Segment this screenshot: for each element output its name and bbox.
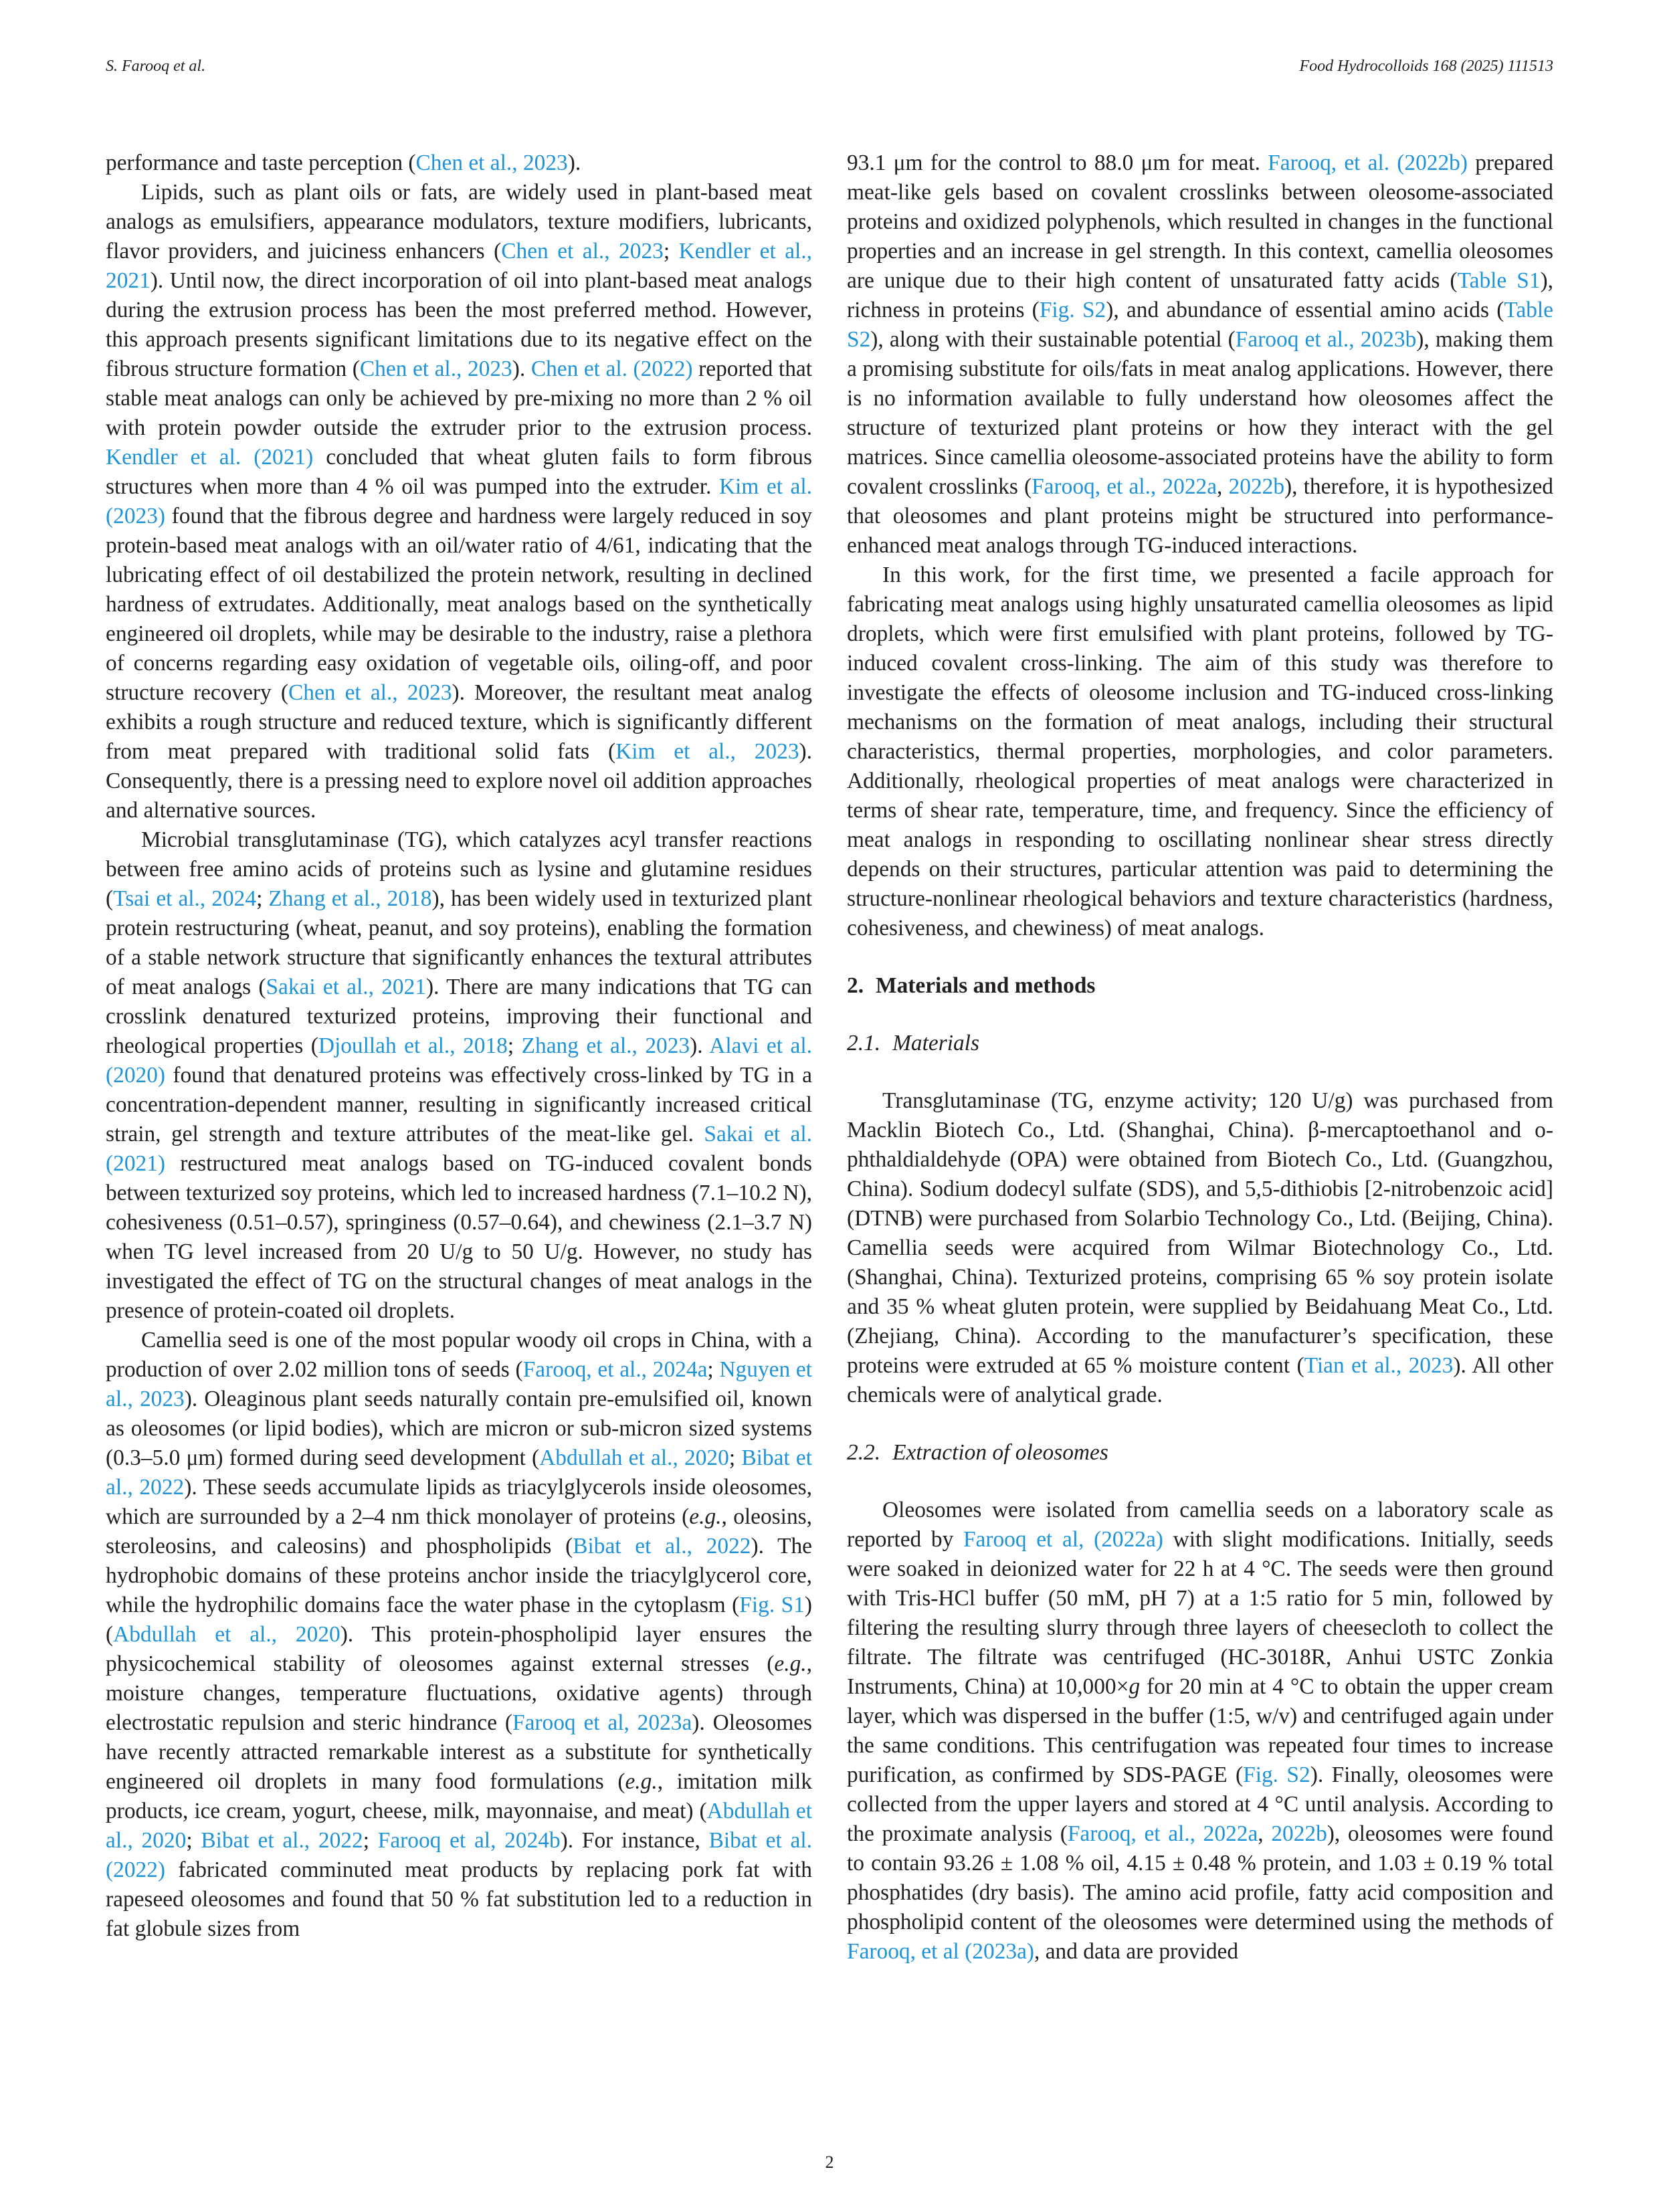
paragraph-extraction xyxy=(847,1496,1553,1967)
citation-link[interactable]: Nguyen et al., 2023 xyxy=(106,1357,813,1411)
text: , oleosins, steroleosins, and caleosins) and phospholipids ( xyxy=(106,1504,812,1559)
text: Microbial transglutaminase (TG), which catalyzes acyl transfer reactions between free amino acids of proteins such as lysine and glutamine residues ( xyxy=(106,827,812,911)
text: found that the fibrous degree and hardness were largely reduced in soy protein-based meat analogs with an oil/water ratio of 4/61, indicating that the lubricating effect of oil destabilized the protein network, resulting in declined hardness of extrudates. Additionally, meat analogs based on the synthetically engineered oil droplets, while may be desirable to the industry, raise a plethora of concerns regarding easy oxidation of vegetable oils, oiling-off, and poor structure recovery ( xyxy=(106,504,812,705)
text: reported that stable meat analogs can only be achieved by pre-mixing no more than 2 % oil with protein powder outside the extruder prior to the extrusion process. xyxy=(106,357,813,440)
subsection-number: 2.1. xyxy=(847,1031,881,1055)
table-link[interactable]: Table S2 xyxy=(847,298,1553,352)
citation-link[interactable]: 2022b xyxy=(1228,474,1285,499)
text: ), and abundance of essential amino acids ( xyxy=(1106,298,1504,322)
citation-link[interactable]: Farooq, et al (2023a) xyxy=(847,1939,1035,1964)
citation-link[interactable]: Farooq et al, (2022a) xyxy=(963,1527,1163,1552)
text: performance and taste perception ( xyxy=(106,150,416,175)
text: In this work, for the first time, we presented a facile approach for fabricating meat analogs using highly unsaturated camellia oleosomes as lipid droplets, which were first emulsified with plant proteins, followed by TG-induced covalent cross-linking. The aim of this study was therefore to investigate the effects of oleosome inclusion and TG-induced cross-linking mechanisms on the formation of meat analogs, including their structural characteristics, thermal properties, morphologies, and color parameters. Additionally, rheological properties of meat analogs were characterized in terms of shear rate, temperature, time, and frequency. Since the efficiency of meat analogs in responding to oscillating nonlinear shear stress directly depends on their structures, particular attention was paid to determining the structure-nonlinear rheological behaviors and texture characteristics (hardness, cohesiveness, and chewiness) of meat analogs. xyxy=(847,563,1553,940)
subsection-title: Extraction of oleosomes xyxy=(892,1440,1108,1465)
citation-link[interactable]: Bibat et al. (2022) xyxy=(106,1828,812,1882)
paragraph-continued xyxy=(847,148,1553,561)
text: ), richness in proteins ( xyxy=(847,268,1553,322)
citation-link[interactable]: Abdullah et al., 2020 xyxy=(539,1445,729,1470)
text: Transglutaminase (TG, enzyme activity; 120 U/g) was purchased from Macklin Biotech Co., Ltd. (Shanghai, China). β-mercaptoethanol and o-phthaldialdehyde (OPA) were obtained from Biotech Co., Ltd. (Guangzhou, China). Sodium dodecyl sulfate (SDS), and 5,5-dithiobis [2-nitrobenzoic acid] (DTNB) were purchased from Solarbio Technology Co., Ltd. (Beijing, China). Camellia seeds were acquired from Wilmar Biotechnology Co., Ltd. (Shanghai, China). Texturized proteins, comprising 65 % soy protein isolate and 35 % wheat gluten protein, were supplied by Beidahuang Meat Co., Ltd. (Zhejiang, China). According to the manufacturer’s specification, these proteins were extruded at 65 % moisture content ( xyxy=(847,1088,1553,1378)
citation-link[interactable]: Djoullah et al., 2018 xyxy=(318,1033,508,1058)
citation-link[interactable]: Zhang et al., 2023 xyxy=(521,1033,690,1058)
page-number: 2 xyxy=(825,2152,834,2172)
citation-link[interactable]: Farooq, et al., 2022a xyxy=(1067,1821,1258,1846)
citation-link[interactable]: Kim et al. (2023) xyxy=(106,474,813,528)
text: ). There are many indications that TG can crosslink denatured texturized proteins, improving their functional and rheological properties ( xyxy=(106,975,812,1058)
citation-link[interactable]: Farooq, et al. (2022b) xyxy=(1268,150,1468,175)
text: ; xyxy=(507,1033,522,1058)
text: ) ( xyxy=(106,1593,812,1647)
citation-link[interactable]: Sakai et al. (2021) xyxy=(106,1122,812,1176)
text: , imitation milk products, ice cream, yogurt, cheese, milk, mayonnaise, and meat) ( xyxy=(106,1769,812,1823)
text: , and data are provided xyxy=(1034,1939,1239,1964)
citation-link[interactable]: Kim et al., 2023 xyxy=(615,739,799,764)
figure-link[interactable]: Fig. S2 xyxy=(1243,1763,1310,1787)
text: ). Until now, the direct incorporation of oil into plant-based meat analogs during the extrusion process has been the most preferred method. However, this approach presents significant limitations due to its negative effect on the fibrous structure formation ( xyxy=(106,268,812,381)
section-number: 2. xyxy=(847,973,864,998)
citation-link[interactable]: Farooq, et al., 2024a xyxy=(522,1357,708,1382)
citation-link[interactable]: Kendler et al. (2021) xyxy=(106,445,314,470)
running-header-journal: Food Hydrocolloids 168 (2025) 111513 xyxy=(1299,58,1553,75)
text: Oleosomes were isolated from camellia seeds on a laboratory scale as reported by xyxy=(847,1498,1553,1552)
text: ), has been widely used in texturized plant protein restructuring (wheat, peanut, and soy proteins), enabling the formation of a stable network structure that significantly enhances the textural attributes of meat analogs ( xyxy=(106,886,813,999)
citation-link[interactable]: Chen et al., 2023 xyxy=(415,150,568,175)
text: ). xyxy=(512,357,531,381)
text: ; xyxy=(256,886,269,911)
text: ). Oleaginous plant seeds naturally contain pre-emulsified oil, known as oleosomes (or lipid bodies), which are micron or sub-micron sized systems (0.3–5.0 μm) formed during seed development ( xyxy=(106,1387,813,1470)
subsection-number: 2.2. xyxy=(847,1440,881,1465)
italic-text: e.g. xyxy=(774,1651,807,1676)
text: ). xyxy=(690,1033,710,1058)
text: ). Consequently, there is a pressing need to explore novel oil addition approaches and alternative sources. xyxy=(106,739,812,823)
subsection-title: Materials xyxy=(892,1031,979,1055)
citation-link[interactable]: Bibat et al., 2022 xyxy=(573,1534,751,1559)
text: ; xyxy=(663,239,679,264)
text: Lipids, such as plant oils or fats, are widely used in plant-based meat analogs as emulsifiers, appearance modulators, texture modifiers, lubricants, flavor providers, and juiciness enhancers ( xyxy=(106,180,812,264)
text: fabricated comminuted meat products by replacing pork fat with rapeseed oleosomes and found that 50 % fat substitution led to a reduction in fat globule sizes from xyxy=(106,1857,812,1941)
text: Camellia seed is one of the most popular woody oil crops in China, with a production of over 2.02 million tons of seeds ( xyxy=(106,1328,812,1382)
citation-link[interactable]: Sakai et al., 2021 xyxy=(266,975,426,999)
text: , moisture changes, temperature fluctuations, oxidative agents) through electrostatic repulsion and steric hindrance ( xyxy=(106,1651,812,1735)
paragraph-camellia xyxy=(106,1326,812,1944)
text: 93.1 μm for the control to 88.0 μm for meat. xyxy=(847,150,1268,175)
text: prepared meat-like gels based on covalent crosslinks between oleosome-associated proteins and oxidized polyphenols, which resulted in changes in the functional properties and an increase in gel strength. In this context, camellia oleosomes are unique due to their high content of unsaturated fatty acids ( xyxy=(847,150,1554,293)
text: ). Moreover, the resultant meat analog exhibits a rough structure and reduced texture, which is significantly different from meat prepared with traditional solid fats ( xyxy=(106,680,812,764)
citation-link[interactable]: Farooq et al, 2023a xyxy=(512,1710,692,1735)
text: ). Finally, oleosomes were collected from the upper layers and stored at 4 °C until analysis. According to the proximate analysis ( xyxy=(847,1763,1553,1846)
text: with slight modifications. Initially, seeds were soaked in deionized water for 22 h at 4 °C. The seeds were then ground with Tris-HCl buffer (50 mM, pH 7) at a 1:5 ratio for 5 min, followed by filtering the resulting slurry through three layers of cheesecloth to collect the filtrate. The filtrate was centrifuged (HC-3018R, Anhui USTC Zonkia Instruments, China) at 10,000× xyxy=(847,1527,1553,1699)
running-header-authors: S. Farooq et al. xyxy=(106,58,206,75)
text: ). For instance, xyxy=(560,1828,709,1853)
text: ), oleosomes were found to contain 93.26 ± 1.08 % oil, 4.15 ± 0.48 % protein, and 1.03 ± 0.19 % total phosphatides (dry basis). The amino acid profile, fatty acid composition and phospholipid content of the oleosomes were determined using the methods of xyxy=(847,1821,1553,1934)
section-heading xyxy=(847,971,1553,1001)
citation-link[interactable]: Abdullah et al., 2020 xyxy=(113,1622,340,1647)
text: ; xyxy=(186,1828,201,1853)
citation-link[interactable]: Chen et al. (2022) xyxy=(530,357,693,381)
text: ). xyxy=(567,150,581,175)
italic-text: e.g. xyxy=(625,1769,658,1794)
text: ), making them a promising substitute for oils/fats in meat analog applications. However, there is no information available to fully understand how oleosomes affect the structure of texturized plant proteins or how they interact with the gel matrices. Since camellia oleosome-associated proteins have the ability to form covalent crosslinks ( xyxy=(847,327,1553,499)
table-link[interactable]: Table S1 xyxy=(1457,268,1541,293)
paragraph-lipids xyxy=(106,178,812,825)
text: ; xyxy=(707,1357,720,1382)
citation-link[interactable]: Zhang et al., 2018 xyxy=(268,886,432,911)
citation-link[interactable]: Chen et al., 2023 xyxy=(359,357,512,381)
citation-link[interactable]: Alavi et al. (2020) xyxy=(106,1033,812,1088)
text: restructured meat analogs based on TG-induced covalent bonds between texturized soy proteins, which led to increased hardness (7.1–10.2 N), cohesiveness (0.51–0.57), springiness (0.57–0.64), and chewiness (2.1–3.7 N) when TG level increased from 20 U/g to 50 U/g. However, no study has investigated the effect of TG on the structural changes of meat analogs in the presence of protein-coated oil droplets. xyxy=(106,1151,812,1323)
text: ; xyxy=(363,1828,378,1853)
section-title: Materials and methods xyxy=(876,973,1096,998)
italic-text: e.g. xyxy=(689,1504,722,1529)
citation-link[interactable]: Chen et al., 2023 xyxy=(288,680,452,705)
text: found that denatured proteins was effectively cross-linked by TG in a concentration-dependent manner, resulting in significantly increased critical strain, gel strength and texture attributes of the meat-like gel. xyxy=(106,1063,812,1146)
citation-link[interactable]: Abdullah et al., 2020 xyxy=(106,1799,812,1853)
text: ). All other chemicals were of analytical grade. xyxy=(847,1353,1553,1407)
right-column xyxy=(847,148,1553,1967)
left-column xyxy=(106,148,812,1944)
text: , xyxy=(1217,474,1229,499)
citation-link[interactable]: Chen et al., 2023 xyxy=(501,239,664,264)
subsection-heading xyxy=(847,1029,1553,1058)
subsection-heading xyxy=(847,1438,1553,1468)
paragraph-continued xyxy=(106,148,812,178)
citation-link[interactable]: Tsai et al., 2024 xyxy=(113,886,257,911)
citation-link[interactable]: Bibat et al., 2022 xyxy=(106,1445,813,1500)
text: ). This protein-phospholipid layer ensures the physicochemical stability of oleosomes against external stresses ( xyxy=(106,1622,813,1676)
text: ), therefore, it is hypothesized that oleosomes and plant proteins might be structured into performance-enhanced meat analogs through TG-induced interactions. xyxy=(847,474,1553,558)
paragraph-materials xyxy=(847,1086,1553,1410)
citation-link[interactable]: Kendler et al., 2021 xyxy=(106,239,812,293)
text: ). These seeds accumulate lipids as triacylglycerols inside oleosomes, which are surrounded by a 2–4 nm thick monolayer of proteins ( xyxy=(106,1475,813,1529)
text: for 20 min at 4 °C to obtain the upper cream layer, which was dispersed in the buffer (1:5, w/v) and centrifuged again under the same conditions. This centrifugation was repeated four times to increase purification, as confirmed by SDS-PAGE ( xyxy=(847,1674,1553,1787)
text: ; xyxy=(728,1445,742,1470)
italic-text: g xyxy=(1129,1674,1141,1699)
paragraph-aim xyxy=(847,561,1553,943)
text: concluded that wheat gluten fails to form fibrous structures when more than 4 % oil was pumped into the extruder. xyxy=(106,445,812,499)
figure-link[interactable]: Fig. S2 xyxy=(1039,298,1106,322)
citation-link[interactable]: 2022b xyxy=(1271,1821,1327,1846)
paragraph-transglutaminase xyxy=(106,825,812,1326)
citation-link[interactable]: Tian et al., 2023 xyxy=(1304,1353,1454,1378)
text: ). Oleosomes have recently attracted remarkable interest as a substitute for synthetically engineered oil droplets in many food formulations ( xyxy=(106,1710,812,1794)
text: ), along with their sustainable potential ( xyxy=(870,327,1236,352)
text: , xyxy=(1258,1821,1272,1846)
figure-link[interactable]: Fig. S1 xyxy=(739,1593,805,1617)
text: ). The hydrophobic domains of these proteins anchor inside the triacylglycerol core, while the hydrophilic domains face the water phase in the cytoplasm ( xyxy=(106,1534,812,1617)
citation-link[interactable]: Farooq, et al., 2022a xyxy=(1032,474,1217,499)
citation-link[interactable]: Bibat et al., 2022 xyxy=(201,1828,363,1853)
citation-link[interactable]: Farooq et al., 2023b xyxy=(1235,327,1417,352)
citation-link[interactable]: Farooq et al, 2024b xyxy=(377,1828,561,1853)
